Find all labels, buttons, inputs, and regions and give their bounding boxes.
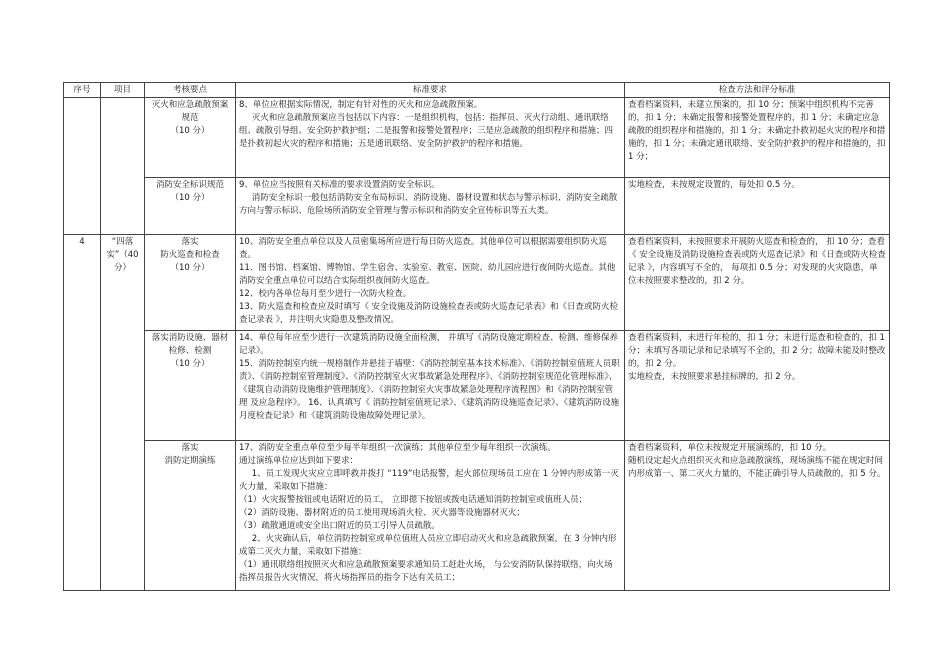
key-point-score: （10 分） [170,359,210,369]
header-standard: 标准要求 [236,83,625,98]
table-row [64,98,890,178]
assessment-table [63,82,890,591]
blank-no-cell [64,98,101,235]
standard-text: （3）疏散通道或安全出口附近的员工引导人员疏散。 [239,521,440,531]
standard-text: 10、消防安全重点单位以及人员密集场所应进行每日防火巡查。其他单位可以根据需要组织防火巡查。 [239,237,607,260]
standard-cell [236,441,625,591]
key-point-cell [145,331,236,441]
standard-text: 通过演练单位应达到如下要求： [239,456,359,466]
header-key-points: 考核要点 [145,83,236,98]
standard-text: 灭火和应急疏散预案应当包括以下内容：一是组织机构，包括：指挥员、灭火行动组、通讯联络组、疏散引导组、安全防护救护组；二是报警和接警处置程序；三是应急疏散的组织程序和措施；四是扑救初起火灾的程序和措施；五是通讯联络、安全防护救护的程序和措施。 [239,113,614,149]
standard-text: 12、校内各单位每月至少进行一次防火检查。 [239,289,412,299]
standard-text: 消防安全标识一般包括消防安全布局标识、消防设施、器材设置和状态与警示标识、消防安全疏散方向与警示标识、危险场所消防安全管理与警示标识和消防安全宣传标识等五大类。 [239,193,618,216]
item-name-cell: “四落实”（40 分） [101,235,145,591]
table-row [64,235,890,331]
header-check-method: 检查方法和评分标准 [625,83,890,98]
check-method-text: 查看档案资料，未建立预案的，扣 10 分；预案中组织机构不完善的，扣 1 分；未确定报警和接警处置程序的，扣 1 分；未确定应急疏散的组织程序和措施的，扣 1 分；未确定扑救初起火灾的程序和措施的，扣 1 分；未确定通讯联络、安全防护救护的程序和措施的，扣 1 分； [628,100,886,162]
key-point-cell [145,235,236,331]
check-method-cell [625,331,890,441]
document-sheet [63,82,889,591]
key-point-score: （10 分） [170,193,210,203]
key-point-score: （10 分） [170,126,210,136]
key-point-text: 落实 [181,443,199,453]
standard-text: （1）火灾报警按钮或电话附近的员工， 立即摁下按钮或拨电话通知消防控制室或值班人员； [239,495,588,505]
key-point-text: 检修、检测 [168,346,212,356]
check-method-cell [625,235,890,331]
standard-text: 2、火灾确认后，单位消防控制室或单位值班人员应立即启动灭火和应急疏散预案，在 3 分钟内形成第二灭火力量，采取如下措施： [239,534,617,557]
key-point-cell [145,178,236,235]
standard-text: 8、单位应根据实际情况，制定有针对性的灭火和应急疏散预案。 [239,100,483,110]
blank-item-cell [101,98,145,235]
key-point-text: 灭火和应急疏散预案规范 [151,100,229,123]
check-method-text: 实地检查，未按照要求悬挂标牌的，扣 2 分。 [628,372,801,382]
key-point-cell [145,98,236,178]
standard-text: （2）消防设施、器材附近的员工使用现场消火栓、灭火器等设施器材灭火； [239,508,525,518]
standard-text: 14、单位每年应至少进行一次建筑消防设施全面检测， 并填写《消防设施定期检查、检测、维修保养记录》。 [239,333,619,356]
standard-text: 1、员工发现火灾应立即呼救并拨打 “119”电话报警，起火部位现场员工应在 1 分钟内形成第一灭火力量，采取如下措施： [239,469,619,492]
key-point-text: 落实消防设施、器材 [151,333,229,343]
standard-cell [236,98,625,178]
check-method-cell [625,441,890,591]
standard-text: 17、消防安全重点单位至少每半年组织一次演练；其他单位至少每年组织一次演练。 [239,443,556,453]
standard-text: 15、消防控制室内统一规格制作并悬挂于墙壁：《消防控制室基本技术标准》、《消防控制室值班人员职责》、《消防控制室管理制度》、《消防控制室火灾事故紧急处理程序》、《消防控制室规范化管理标准》、《建筑自动消防设施维护管理制度》、《消防控制室火灾事故紧急处理程序流程图》和《消防控制室管理 及应急程序》。 16、认真填写《 消防控制室值班记录》、《建筑消防设施巡查记录》、《建筑消防设施月度检查记录》和《建筑消防设施故障处理记录》。 [239,359,620,421]
check-method-cell [625,98,890,178]
standard-text: 13、防火巡查和检查应及时填写《 安全设施及消防设施检查表或防火巡查记录表》和《日查或防火检查记录表 》，并注明火灾隐患及整改情况。 [239,302,619,325]
standard-cell [236,331,625,441]
table-row [64,441,890,591]
check-method-text: 随机设定起火点组织灭火和应急疏散演练，现场演练不能在规定时间内形成第一、第二灭火力量的，不能正确引导人员疏散的，扣 5 分。 [628,456,886,479]
standard-text: 11、图书馆、档案馆、博物馆、学生宿舍、实验室、教室、医院、幼儿园应进行夜间防火巡查。其他消防安全重点单位可以结合实际组织夜间防火巡查。 [239,263,616,286]
item-number-cell: 4 [64,235,101,591]
check-method-text: 查看档案资料，未按照要求开展防火巡查和检查的， 扣 10 分；查看《 安全设施及消防设施检查表或防火巡查记录》和《日查或防火检查记录 》，内容填写不全的， 每项扣 0.5 分；对发现的火灾隐患，单位未按照要求整改的，扣 2 分。 [628,237,886,286]
check-method-text: 查看档案资料，未进行年检的，扣 1 分；未进行巡查和检查的，扣 1 分；未填写各项记录和记录填写不全的，扣 2 分；故障未能及时整改的，扣 2 分。 [628,333,886,369]
table-row [64,178,890,235]
table-row [64,331,890,441]
header-item: 项目 [101,83,145,98]
key-point-cell [145,441,236,591]
standard-cell [236,235,625,331]
check-method-cell [625,178,890,235]
check-method-text: 查看档案资料，单位未按规定开展演练的，扣 10 分。 [628,443,832,453]
key-point-score: （10 分） [170,263,210,273]
check-method-text: 实地检查，未按规定设置的，每处扣 0.5 分。 [628,180,800,190]
key-point-text: 落实 [181,237,199,247]
header-no: 序号 [64,83,101,98]
standard-cell [236,178,625,235]
key-point-text: 防火巡查和检查 [160,250,220,260]
header-row [64,83,890,98]
standard-text: 9、单位应当按照有关标准的要求设置消防安全标识。 [239,180,440,190]
standard-text: （1）通讯联络组按照灭火和应急疏散预案要求通知员工赶赴火场， 与公安消防队保持联络，向火场指挥员报告火灾情况，将火场指挥员的指令下达有关员工； [239,560,613,583]
key-point-text: 消防定期演练 [164,456,216,466]
key-point-text: 消防安全标识规范 [155,180,224,190]
